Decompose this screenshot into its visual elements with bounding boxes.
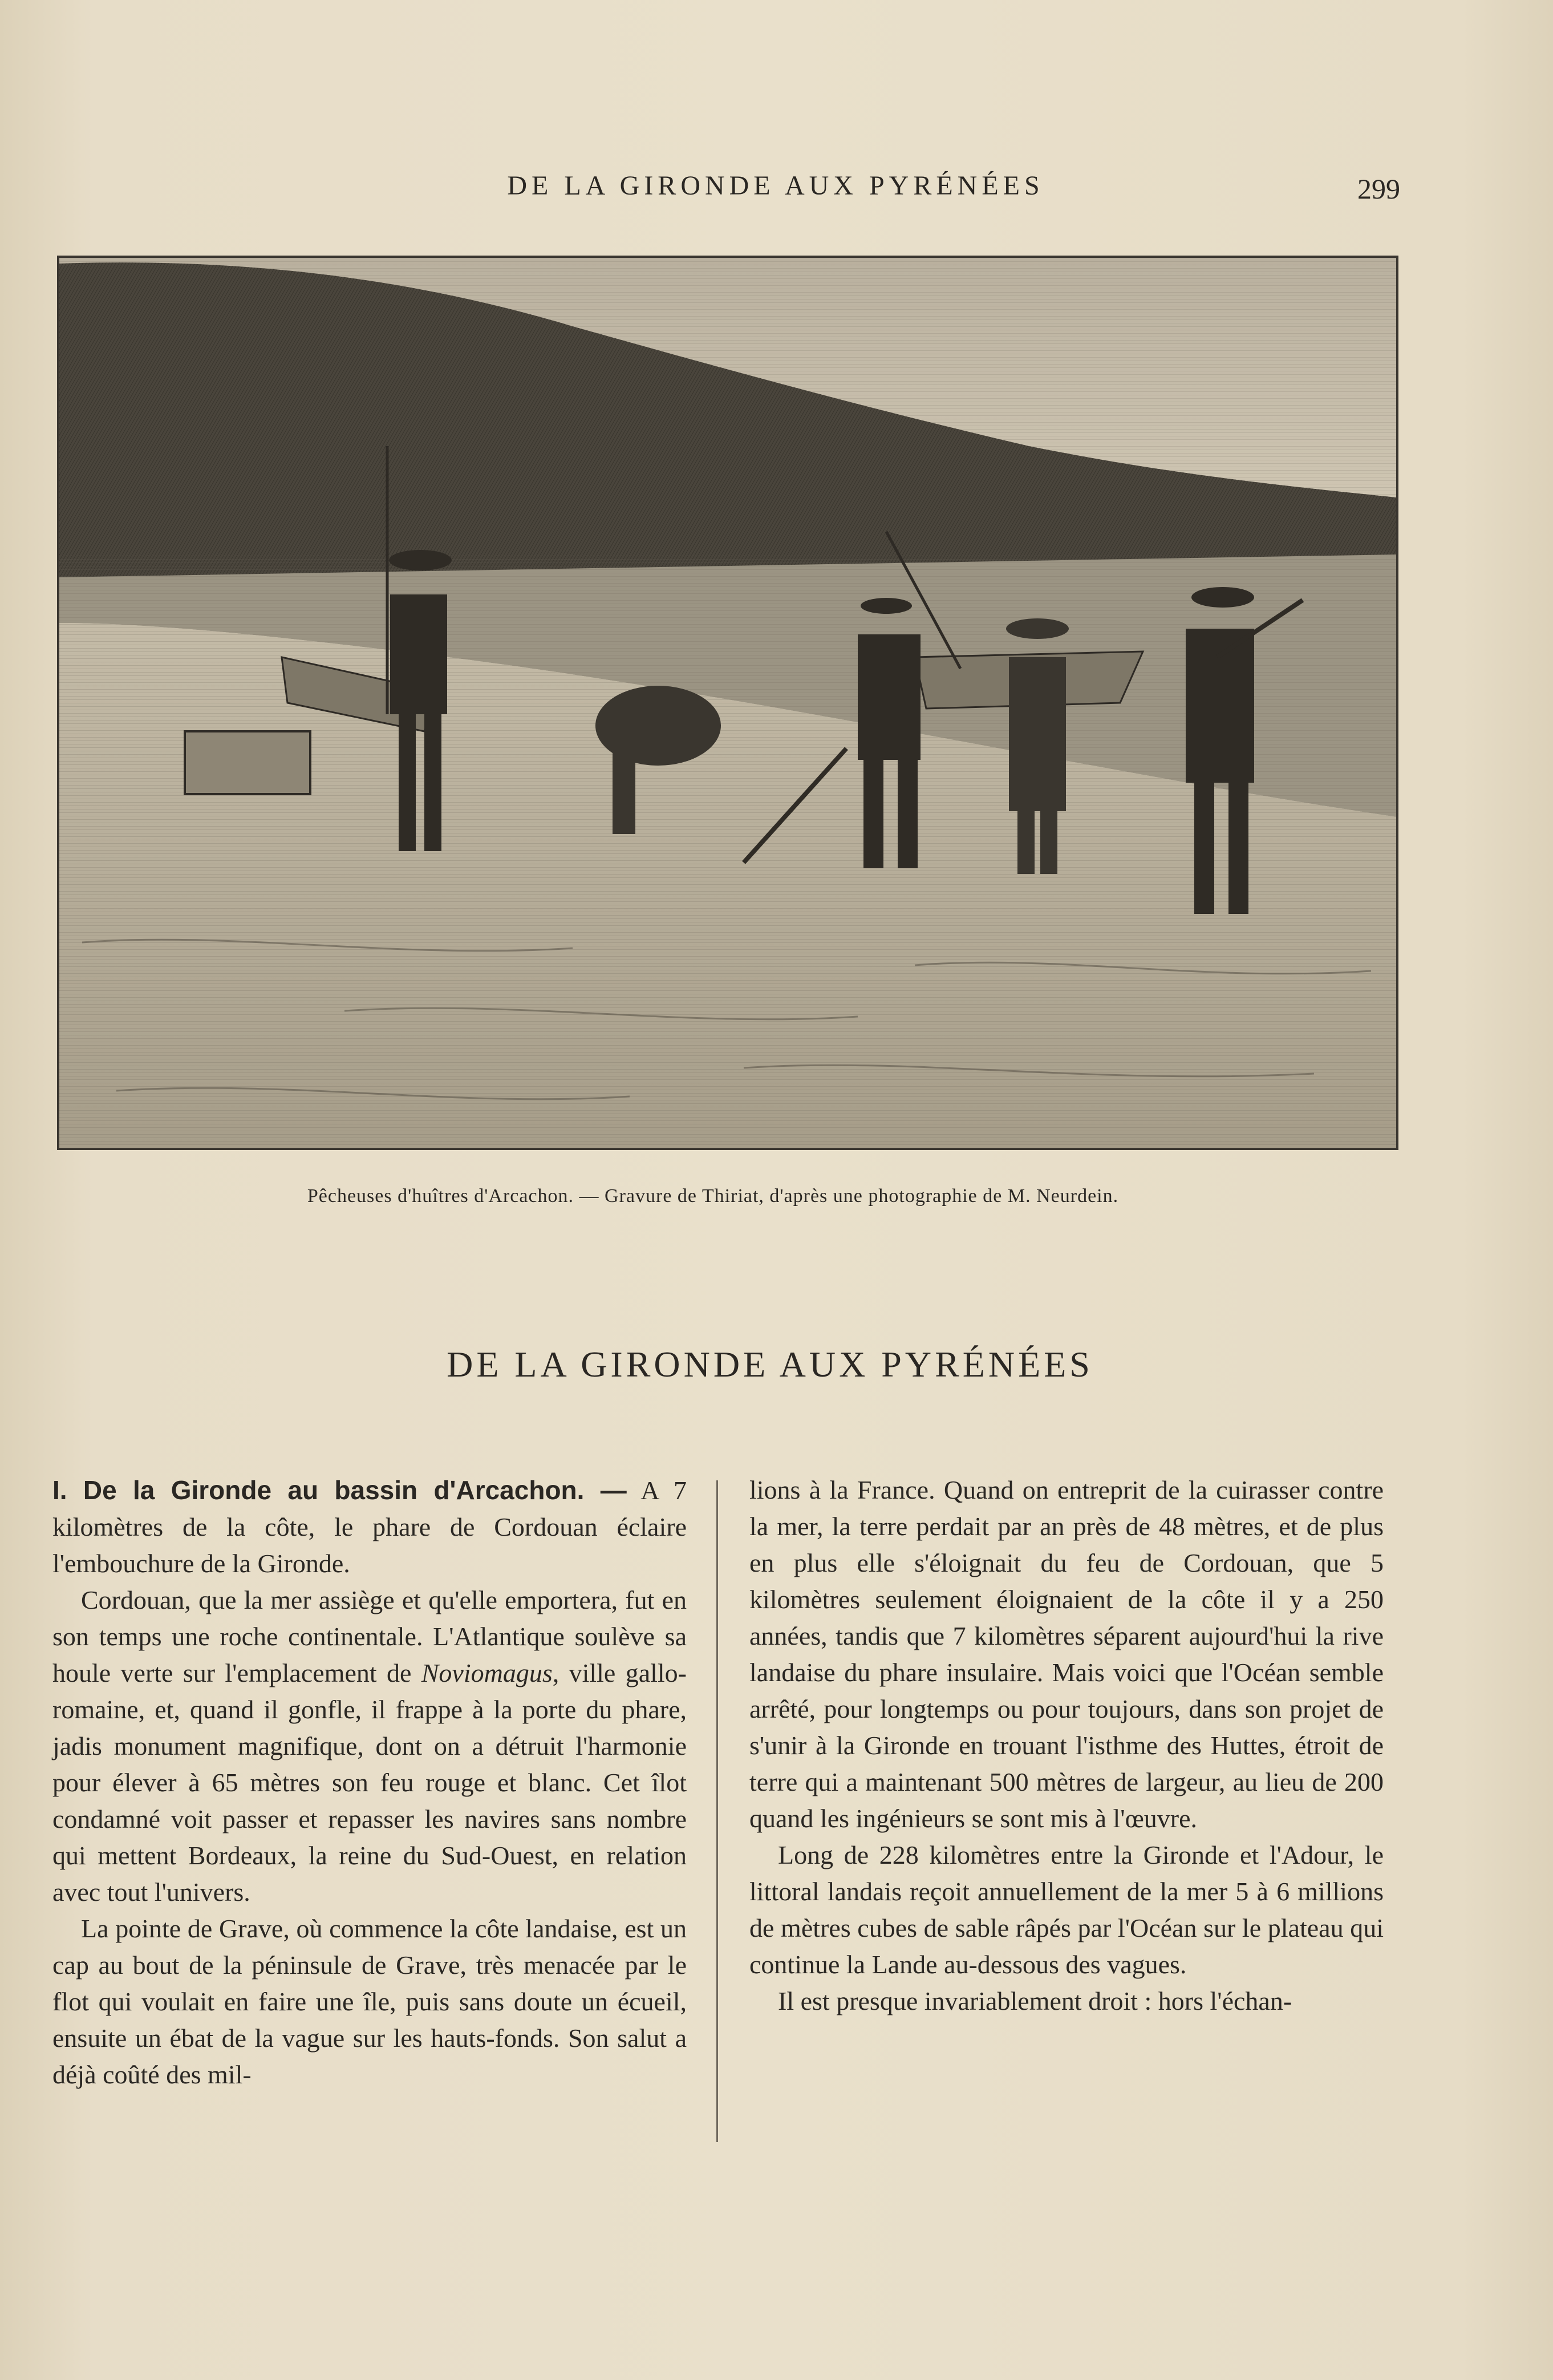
paragraph: Long de 228 kilomètres entre la Gironde et l'Adour, le littoral landais reçoit annuellement de la mer 5 à 6 millions de mètres cubes de sable râpés par l'Océan sur le plateau qui continue la Lande au-dessous des vagues. bbox=[749, 1840, 1384, 1979]
engraving-illustration bbox=[57, 256, 1398, 1150]
left-column bbox=[52, 1472, 687, 2093]
running-head: DE LA GIRONDE AUX PYRÉNÉES bbox=[507, 171, 1044, 201]
page-number: 299 bbox=[1357, 173, 1400, 205]
oyster-fishers-engraving bbox=[59, 258, 1396, 1148]
paragraph-text: Cordouan, que la mer assiège et qu'elle emportera, fut en son temps une roche continentale. L'Atlantique soulève sa houle verte sur l'emplacement de bbox=[52, 1585, 687, 1687]
right-column bbox=[749, 1472, 1384, 2019]
article-title: DE LA GIRONDE AUX PYRÉNÉES bbox=[447, 1344, 1093, 1385]
column-divider bbox=[716, 1480, 718, 2142]
italic-place-name: Noviomagus bbox=[421, 1658, 553, 1687]
paragraph-text: , ville gallo-romaine, et, quand il gonfle, il frappe à la porte du phare, jadis monument magnifique, dont on a détruit l'harmonie pour élever à 65 mètres son feu rouge et blanc. Cet îlot condamné voit passer et repasser les navires sans nombre qui mettent Bordeaux, la reine du Sud-Ouest, en relation avec tout l'univers. bbox=[52, 1658, 687, 1907]
paragraph: La pointe de Grave, où commence la côte landaise, est un cap au bout de la péninsule de Grave, très menacée par le flot qui voulait en faire une île, puis sans doute un écueil, ensuite un ébat de la vague sur les hauts-fonds. Son salut a déjà coûté des mil- bbox=[52, 1914, 687, 2089]
paragraph-text: A 7 kilomètres de la côte, le phare de Cordouan éclaire l'embouchure de la Gironde. bbox=[52, 1476, 687, 1578]
paragraph: Il est presque invariablement droit : hors l'échan- bbox=[778, 1986, 1292, 2015]
figure-caption: Pêcheuses d'huîtres d'Arcachon. — Gravure de Thiriat, d'après une photographie de M. Neurdein. bbox=[307, 1185, 1119, 1207]
paragraph: lions à la France. Quand on entreprit de la cuirasser contre la mer, la terre perdait par an près de 48 mètres, et de plus en plus elle s'éloignait du feu de Cordouan, que 5 kilomètres seulement éloignaient de la côte il y a 250 années, tandis que 7 kilomètres séparent aujourd'hui la rive landaise du phare insulaire. Mais voici que l'Océan semble arrêté, pour longtemps ou pour toujours, dans son projet de s'unir à la Gironde en trouant l'isthme des Huttes, étroit de terre qui a maintenant 500 mètres de largeur, au lieu de 200 quand les ingénieurs se sont mis à l'œuvre. bbox=[749, 1475, 1384, 1833]
section-heading: I. De la Gironde au bassin d'Arcachon. — bbox=[52, 1475, 627, 1505]
paragraph bbox=[52, 1472, 687, 1582]
paragraph bbox=[52, 1582, 687, 1911]
